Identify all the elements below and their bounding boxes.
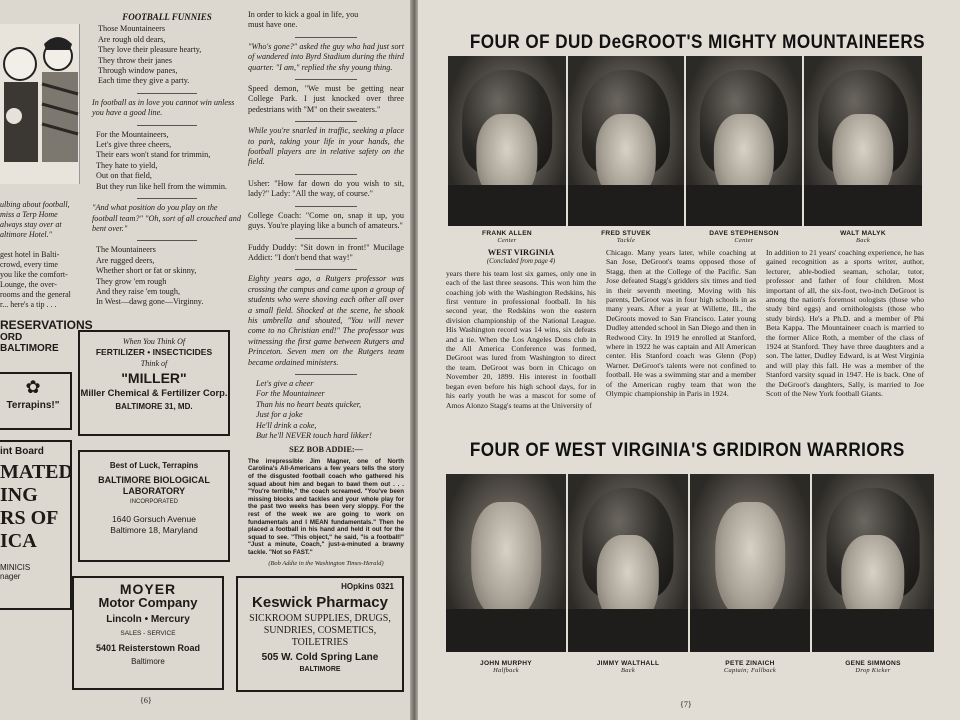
caption-jimmy-walthall	[568, 660, 688, 674]
jersey	[686, 185, 802, 226]
poem-3-line-5: And they raise 'em tough,	[96, 286, 181, 296]
article-column-3	[766, 248, 924, 399]
poem-4-line-5: He'll drink a coke,	[256, 420, 317, 430]
left-page	[0, 0, 412, 720]
caption-fred-stuvek	[568, 230, 684, 244]
jersey	[804, 185, 922, 226]
article-text-1: years there his team lost six games, only one in each of the last three seasons. This won him the coaching job with the Washington Redskins, his first venture in professional football. In his second year, the Redskins won the eastern division championship of the National League. His Washington record was 14 wins, six defeats and a tie. When the Los Angeles Dons club in the All America Conference was formed, DeGroot was lured from Washington to direct the team. DeGroot was born in Chicago on November 20, 1899. His interest in football began even before his high school days, for in his early youth he was a mascot for some of Amos Alonzo Stagg's teams at the University of	[446, 268, 596, 410]
moyer-brands: Lincoln • Mercury	[106, 614, 190, 625]
football-funnies-title: FOOTBALL FUNNIES	[122, 12, 212, 22]
player-position: Back	[621, 667, 635, 674]
poem-1-line-6: Each time they give a party.	[98, 76, 190, 86]
hotel-ad-line-4: Lounge, the over-	[0, 280, 57, 289]
moyer-city: Baltimore	[131, 657, 165, 666]
poem-2-line-3: Their ears won't stand for trimmin,	[96, 150, 211, 160]
player-face	[715, 502, 785, 619]
board-ad-line-4: RS OF	[0, 507, 59, 529]
moyer-address: 5401 Reisterstown Road	[95, 643, 201, 653]
poem-3-line-3: Whether short or fat or skinny,	[96, 266, 197, 276]
player-position: Center	[734, 237, 754, 244]
article-section-title: WEST VIRGINIA	[487, 248, 555, 257]
divider	[295, 374, 357, 375]
keswick-name: Keswick Pharmacy	[252, 594, 388, 611]
lab-name-2: LABORATORY	[122, 486, 186, 496]
miller-company: Miller Chemical & Fertilizer Corp.	[80, 387, 228, 398]
poem-4-line-1: Let's give a cheer	[256, 378, 314, 388]
photo-pete-zinaich	[690, 474, 810, 652]
headline-warriors: FOUR OF WEST VIRGINIA'S GRIDIRON WARRIORS	[469, 440, 905, 461]
photo-john-murphy	[446, 474, 566, 652]
article-text-2: Chicago. Many years later, while coaching at San Jose, DeGroot's teams opposed those of Stagg, then at the College of the Pacific. San Jose defeated Stagg's gridders six times and tied in their seventh meeting. Moving with his parents, DeGroot was in four high schools in as many years. After a year at Willette, Ill., the DeGroots moved to San Francisco. Later young Dudley attended school in San Diego and then in Redwood City. In 1919 he enrolled at Stanford, where in 1922 he was captain and All American center. His Stanford coach was Glenn (Pop) Warner. DeGroot's talents were not confined to football. He was a swimming star and a member of the American rugby team that won the Olympic championship in Paris in 1924.	[606, 248, 756, 399]
cartoon-caption-3: always stay over at	[0, 220, 62, 229]
col3-quip-4: Usher: "How far down do you wish to sit, lady?" Lady: "All the way, of course."	[248, 178, 404, 199]
divider	[295, 174, 357, 175]
divider	[137, 198, 197, 199]
miller-line-2: FERTILIZER • INSECTICIDES	[95, 347, 213, 357]
keswick-phone: HOpkins 0321	[341, 582, 394, 591]
miller-line-3: Think of	[140, 359, 168, 368]
photo-gene-simmons	[812, 474, 934, 652]
hotel-ad-line-1: gest hotel in Balti-	[0, 250, 60, 259]
divider	[295, 206, 357, 207]
board-ad	[0, 440, 72, 610]
caption-walt-malyk	[804, 230, 922, 244]
addie-credit: (Bob Addie in the Washington Times-Herald)	[268, 559, 384, 567]
lab-line-1: Best of Luck, Terrapins	[109, 461, 199, 470]
article-column-2	[606, 248, 756, 399]
player-name: DAVE STEPHENSON	[709, 230, 779, 237]
player-name: FRANK ALLEN	[482, 230, 532, 237]
article-column-1	[446, 248, 596, 410]
reservations-heading: RESERVATIONS	[0, 318, 93, 332]
keswick-line-2: SUNDRIES, COSMETICS,	[263, 625, 377, 636]
player-position: Captain; Fullback	[723, 667, 777, 674]
poem-3-line-1: The Mountaineers	[96, 245, 156, 255]
player-name: JOHN MURPHY	[479, 660, 533, 667]
photo-fred-stuvek	[568, 56, 684, 226]
board-ad-footer-1: MINICIS	[0, 563, 31, 572]
cartoon-caption-1: ulbing about football,	[0, 200, 70, 209]
poem-2-line-6: But they run like hell from the wimmin.	[96, 181, 227, 191]
player-name: WALT MALYK	[840, 230, 886, 237]
cartoon-caption-2: miss a Terp Home	[0, 210, 58, 219]
miller-city: BALTIMORE 31, MD.	[115, 402, 193, 411]
divider	[295, 121, 357, 122]
hotel-ad-line-5: rooms and the general	[0, 290, 71, 299]
keswick-line-1: SICKROOM SUPPLIES, DRUGS,	[249, 613, 391, 624]
caption-john-murphy	[446, 660, 566, 674]
caption-pete-zinaich	[690, 660, 810, 674]
moyer-name-2: Motor Company	[98, 595, 198, 610]
photo-row-1	[448, 56, 922, 226]
poem-2-line-4: They hate to yield,	[96, 160, 158, 170]
photo-jimmy-walthall	[568, 474, 688, 652]
board-ad-line-2: MATED	[0, 461, 73, 483]
board-ad-footer-2: nager	[0, 572, 21, 581]
miller-line-1: When You Think Of	[122, 337, 186, 346]
divider	[295, 79, 357, 80]
miller-brand: "MILLER"	[121, 370, 187, 386]
caption-dave-stephenson	[686, 230, 802, 244]
headline-mountaineers: FOUR OF DUD DeGROOT'S MIGHTY MOUNTAINEERS	[469, 32, 926, 53]
player-name: FRED STUVEK	[601, 230, 651, 237]
moyer-service: SALES - SERVICE	[120, 630, 176, 637]
article-continued-note: (Concluded from page 4)	[486, 258, 556, 266]
col3-quip-2: Speed demon, "We must be getting near College Park. I just knocked over three pedestrians with "M" on their sweaters."	[248, 84, 404, 114]
divider	[137, 93, 197, 94]
caption-gene-simmons	[812, 660, 934, 674]
hotel-ad-line-2: crowd, every time	[0, 260, 58, 269]
player-position: Back	[856, 237, 870, 244]
lab-city: Baltimore 18, Maryland	[110, 525, 198, 535]
poem-2-line-2: Let's give three cheers,	[96, 140, 172, 150]
board-ad-line-1: int Board	[0, 446, 44, 457]
article-text-3: In addition to 21 years' coaching experience, he has gained recognition as a sports writer, author, lecturer, able-bodied seaman, scholar, tutor, professor and father of four children. Most important of all, the six-foot, two-inch DeGroot is among the nation's foremost oologists (those who study bird eggs) and ornithologists (those who study birds). He's a Ph.D. and a member of Phi Beta Kappa. The Mountaineer coach is married to the former Alice Roth, a member of the class of 1924 at Stanford. They have three daughters and a son. The latter, Dudley Edward, is at West Virginia and will play this fall. He was a member of the Stanford varsity squad in 1947. He is back. One of the DeGroot's daughters, Sally, is married to Joe Scott of the New York football Giants.	[766, 248, 924, 399]
moyer-name-1: MOYER	[119, 581, 177, 597]
board-ad-line-5: ICA	[0, 530, 37, 552]
cartoon-caption-4: altimore Hotel."	[0, 230, 52, 239]
divider	[137, 240, 197, 241]
poem-2-line-5: Out on that field,	[96, 171, 152, 181]
caption-frank-allen	[448, 230, 566, 244]
addie-title: SEZ BOB ADDIE:—	[289, 445, 363, 455]
divider	[295, 238, 357, 239]
jersey	[690, 609, 810, 652]
player-name: JIMMY WALTHALL	[596, 660, 660, 667]
photo-frank-allen	[448, 56, 566, 226]
poem-1-line-4: They throw their janes	[98, 55, 172, 65]
lab-ad	[78, 450, 230, 562]
reservations-sub: ORD BALTIMORE	[0, 332, 59, 354]
divider	[295, 37, 357, 38]
col3-quip-5: College Coach: "Come on, snap it up, you guys. You're playing like a bunch of amateurs."	[248, 210, 404, 231]
poem-4-line-3: Than his no heart beats quicker,	[256, 399, 362, 409]
terrapins-text: Terrapins!"	[6, 400, 60, 411]
divider	[295, 269, 357, 270]
col3-quip-6: Fuddy Duddy: "Sit down in front!" Mucilage Addict: "I don't bend that way!"	[248, 242, 404, 262]
keswick-address: 505 W. Cold Spring Lane	[261, 652, 379, 663]
poem-3-line-6: In West—dawg gone—Virginny.	[96, 297, 204, 307]
lab-name-1: BALTIMORE BIOLOGICAL	[98, 475, 210, 485]
poem-1-line-3: They love their pleasure hearty,	[98, 45, 202, 55]
divider	[137, 125, 197, 126]
keswick-city: BALTIMORE	[299, 666, 341, 673]
photo-row-2	[446, 474, 934, 652]
right-page-number: {7}	[680, 700, 692, 709]
player-position: Halfback	[493, 667, 519, 674]
col3-rutgers-story: Eighty years ago, a Rutgers professor was crossing the campus and came upon a group of students who were shoving each other all over a small field. Shocked at the scene, he shook his umbrella and shouted, "You will never come to no Christian end!" The professor was witnessing the first game between Rutgers and Princeton. Seven men on the Rutgers team became ordained ministers.	[248, 274, 404, 367]
jersey	[446, 609, 566, 652]
hotel-ad-line-3: you like the comfort-	[0, 270, 68, 279]
player-position: Center	[497, 237, 517, 244]
player-position: Tackle	[616, 237, 636, 244]
col3-quip-3: While you're snarled in traffic, seeking a place to park, taking your life in your hands, the football players are in relative safety on the field.	[248, 126, 404, 167]
keswick-ad	[236, 576, 404, 692]
hotel-ad-line-6: r... here's a tip . . .	[0, 300, 57, 309]
jersey	[448, 185, 566, 226]
player-face	[471, 502, 541, 619]
quip-2: "And what position do you play on the football team?" "Oh, sort of all crouched and bent over."	[92, 203, 241, 233]
col3-quip-1: "Who's gone?" asked the guy who had just sort of wandered into Byrd Stadium during the third quarter. "I am," replied the shy young thing.	[248, 41, 404, 72]
lab-inc: INCORPORATED	[130, 499, 178, 505]
jersey	[812, 609, 934, 652]
terrapins-logo: ✿	[25, 377, 41, 397]
terrapins-ad	[0, 372, 72, 430]
quip-1: In football as in love you cannot win unless you have a good line.	[92, 97, 235, 118]
poem-3-line-2: Are rugged deers,	[96, 255, 155, 265]
jersey	[568, 185, 684, 226]
poem-3-line-4: They grow 'em rough	[96, 276, 167, 286]
poem-4-line-6: But he'll NEVER touch hard likker!	[256, 431, 372, 440]
poem-1-line-2: Are rough old dears,	[98, 34, 166, 44]
moyer-ad	[72, 576, 224, 690]
keswick-line-3: TOILETRIES	[291, 637, 349, 648]
board-ad-line-3: ING	[0, 484, 38, 506]
cartoon-illustration	[0, 24, 80, 184]
poem-4-line-4: Just for a joke	[256, 410, 303, 420]
player-position: Drop Kicker	[855, 667, 891, 674]
player-name: PETE ZINAICH	[725, 660, 775, 667]
poem-1-line-1: Those Mountaineers	[98, 24, 166, 34]
lab-address: 1640 Gorsuch Avenue	[112, 514, 196, 524]
poem-2-line-1: For the Mountaineers,	[96, 129, 169, 139]
jersey	[568, 609, 688, 652]
photo-walt-malyk	[804, 56, 922, 226]
left-page-number: {6}	[140, 696, 152, 705]
col3-top-1: In order to kick a goal in life, you	[248, 10, 359, 19]
poem-1-line-5: Through window panes,	[98, 66, 178, 76]
col3-top-2: must have one.	[248, 20, 298, 30]
poem-4-line-2: For the Mountaineer	[256, 389, 325, 399]
addie-text: The irrepressible Jim Magner, one of North Carolina's All-Americans a few years tells the story of the disgusted football coach who gathered his squad about him and began to bawl them out . . . "You're terrible," the coach screamed. "You've been missing blocks and tackles and your whole play for the past two weeks has been very sloppy. For the rest of the week we are going to work on fundamentals and I MEAN fundamentals." Then he placed a football in his hand and held it out for the squad to see. "This object," he said, "is a football!" "Just a minute, Coach," just-a-minuted a brawny tackle. "Not so FAST."	[248, 457, 404, 556]
photo-dave-stephenson	[686, 56, 802, 226]
miller-ad	[78, 330, 230, 436]
player-name: GENE SIMMONS	[845, 660, 901, 667]
